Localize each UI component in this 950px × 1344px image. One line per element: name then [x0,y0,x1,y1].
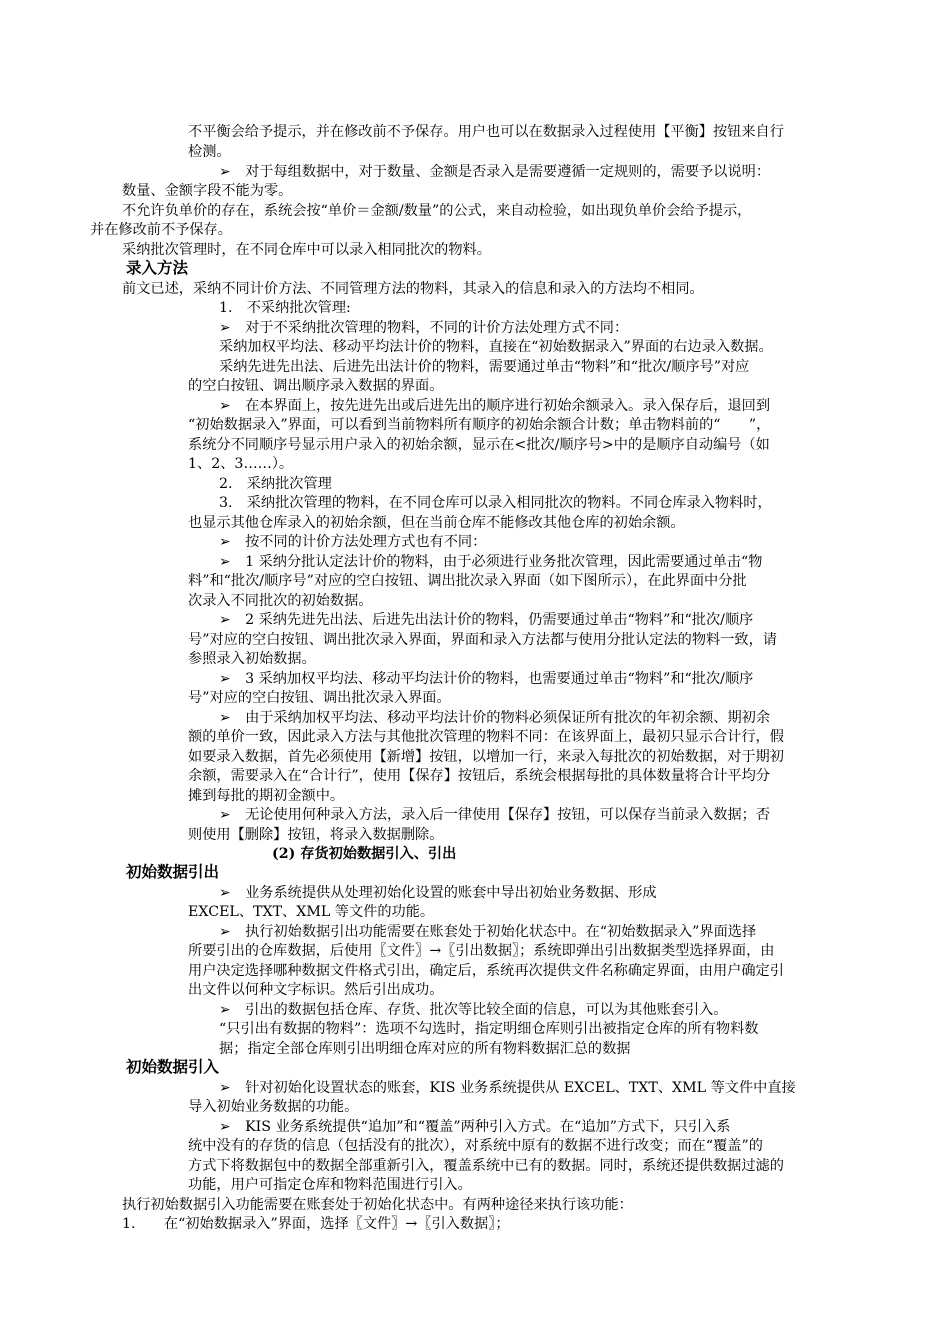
bullet-line: ➢ 3 采纳加权平均法、移动平均法计价的物料，也需要通过单击“物料”和“批次/顺序 [219,671,754,687]
text-line: 1、2、3……）。 [188,456,294,472]
bullet-line: ➢ 1 采纳分批认定法计价的物料，由于必须进行业务批次管理，因此需要通过单击“物 [219,554,763,570]
text-line: 系统分不同顺序号显示用户录入的初始余额，显示在<批次/顺序号>中的是顺序自动编号（如 [188,437,770,453]
text-line: 摊到每批的期初金额中。 [188,788,345,804]
text-line: 的空白按钮、调出顺序录入数据的界面。 [188,378,444,394]
bullet-line: ➢ 针对初始化设置状态的账套，KIS 业务系统提供从 EXCEL、TXT、XML 等文件中直接 [219,1080,796,1096]
text-line: 检测。 [188,144,231,160]
text-line: 执行初始数据引入功能需要在账套处于初始化状态中。有两种途径来执行该功能： [122,1197,633,1213]
subsection-title: (2) 存货初始数据引入、引出 [272,846,457,862]
text-line: 余额，需要录入在“合计行”，使用【保存】按钮后，系统会根据每批的具体数量将合计平均分 [188,768,771,784]
text-line: 功能，用户可指定仓库和物料范围进行引入。 [188,1177,472,1193]
text-line: 如要录入数据，首先必须使用【新增】按钮，以增加一行，来录入每批次的初始数据，对于期初 [188,749,784,765]
text-line: “只引出有数据的物料”：选项不勾选时，指定明细仓库则引出被指定仓库的所有物料数 [219,1021,759,1037]
bullet-line: ➢ 在本界面上，按先进先出或后进先出的顺序进行初始余额录入。录入保存后，退回到 [219,398,771,414]
numbered-item: 1. 在“初始数据录入”界面，选择〖文件〗→〖引入数据〗； [122,1216,510,1232]
text-line: 方式下将数据包中的数据全部重新引入，覆盖系统中已有的数据。同时，系统还提供数据过滤的 [188,1158,784,1174]
text-line: 据；指定全部仓库则引出明细仓库对应的所有物料数据汇总的数据 [219,1041,631,1057]
text-line: 料”和“批次/顺序号”对应的空白按钮、调出批次录入界面（如下图所示），在此界面中分批 [188,573,747,589]
text-line: 不平衡会给予提示，并在修改前不予保存。用户也可以在数据录入过程使用【平衡】按钮来自行 [188,124,784,140]
text-line: 前文已述，采纳不同计价方法、不同管理方法的物料，其录入的信息和录入的方法均不相同。 [122,281,704,297]
bullet-line: ➢ 对于不采纳批次管理的物料，不同的计价方法处理方式不同： [219,320,629,336]
text-line: 号”对应的空白按钮、调出批次录入界面，界面和录入方法都与使用分批认定法的物料一致，请 [188,632,777,648]
bullet-line: ➢ 按不同的计价方法处理方式也有不同： [219,534,487,550]
bullet-line: ➢ 业务系统提供从处理初始化设置的账套中导出初始业务数据、形成 [219,885,657,901]
text-line: ➢ 对于每组数据中，对于数量、金额是否录入是需要遵循一定规则的，需要予以说明： [219,164,771,180]
text-line: 统中没有的存货的信息（包括没有的批次），对系统中原有的数据不进行改变；而在“覆盖”的 [188,1138,763,1154]
section-heading: 初始数据引入 [126,1058,220,1076]
text-line: 不允许负单价的存在，系统会按“单价＝金额/数量”的公式，来自动检验，如出现负单价会给予提示， [122,203,752,219]
text-line: 采纳先进先出法、后进先出法计价的物料，需要通过单击“物料”和“批次/顺序号”对应 [219,359,750,375]
text-line: 也显示其他仓库录入的初始余额，但在当前仓库不能修改其他仓库的初始余额。 [188,515,685,531]
section-heading: 初始数据引出 [126,863,220,881]
numbered-item: 3. 采纳批次管理的物料，在不同仓库可以录入相同批次的物料。不同仓库录入物料时， [219,495,772,511]
text-line: 次录入不同批次的初始数据。 [188,593,373,609]
text-line: 采纳批次管理时，在不同仓库中可以录入相同批次的物料。 [122,242,491,258]
bullet-line: ➢ 执行初始数据引出功能需要在账套处于初始化状态中。在“初始数据录入”界面选择 [219,924,757,940]
numbered-item: 2. 采纳批次管理 [219,476,332,492]
text-line: “初始数据录入”界面，可以看到当前物料所有顺序的初始余额合计数；单击物料前的“ ”， [188,417,771,433]
text-line: 采纳加权平均法、移动平均法计价的物料，直接在“初始数据录入”界面的右边录入数据。 [219,339,773,355]
text-line: 号”对应的空白按钮、调出批次录入界面。 [188,690,451,706]
bullet-line: ➢ 2 采纳先进先出法、后进先出法计价的物料，仍需要通过单击“物料”和“批次/顺序 [219,612,754,628]
text-line: 用户决定选择哪种数据文件格式引出，确定后，系统再次提供文件名称确定界面，由用户确定引 [188,963,784,979]
text-line: 数量、金额字段不能为零。 [122,183,293,199]
bullet-line: ➢ 引出的数据包括仓库、存货、批次等比较全面的信息，可以为其他账套引入。 [219,1002,728,1018]
bullet-line: ➢ KIS 业务系统提供“追加”和“覆盖”两种引入方式。在“追加”方式下，只引入系 [219,1119,731,1135]
text-line: 参照录入初始数据。 [188,651,316,667]
text-line: 导入初始业务数据的功能。 [188,1099,359,1115]
text-line: 则使用【删除】按钮，将录入数据删除。 [188,827,444,843]
text-line: 额的单价一致，因此录入方法与其他批次管理的物料不同：在该界面上，最初只显示合计行，假 [188,729,784,745]
bullet-line: ➢ 由于采纳加权平均法、移动平均法计价的物料必须保证所有批次的年初余额、期初余 [219,710,771,726]
section-heading: 录入方法 [126,259,189,277]
numbered-item: 1. 不采纳批次管理: [219,300,351,316]
text-line: 出文件以何种文字标识。然后引出成功。 [188,982,444,998]
text-line: EXCEL、TXT、XML 等文件的功能。 [188,904,435,920]
bullet-line: ➢ 无论使用何种录入方法，录入后一律使用【保存】按钮，可以保存当前录入数据；否 [219,807,771,823]
text-line: 所要引出的仓库数据，后使用〖文件〗→〖引出数据〗；系统即弹出引出数据类型选择界面，由 [188,943,775,959]
text-line: 并在修改前不予保存。 [90,222,232,238]
